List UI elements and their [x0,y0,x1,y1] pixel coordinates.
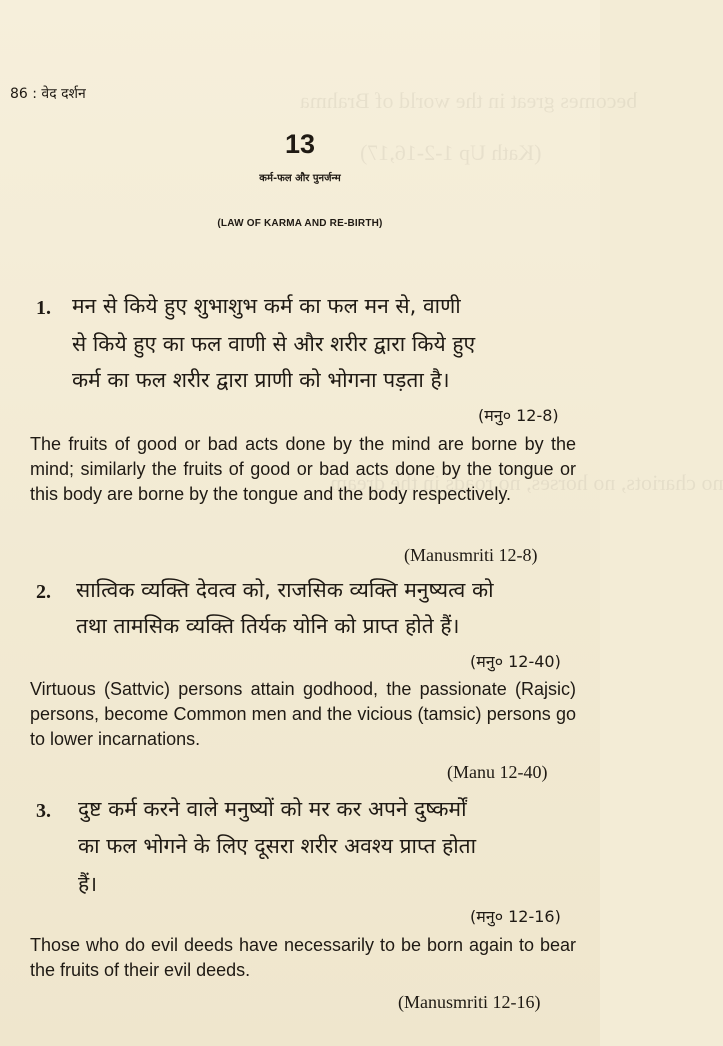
show-through-text: no chariots, no horses, no roads in the dream [330,470,723,495]
source-citation: (Manusmriti 12-16) [398,992,541,1012]
show-through-text: becomes great in the world of Brahma [300,88,638,113]
verse-number: 3. [36,800,51,822]
translation-paragraph: Virtuous (Sattvic) persons attain godhood, the passionate (Rajsic) persons, become Common men and the vicious (tamsic) persons go to lower incarnations. [30,679,576,749]
verse-line: मन से किये हुए शुभाशुभ कर्म का फल मन से, वाणी [72,294,461,318]
translation-paragraph: Those who do evil deeds have necessarily to be born again to bear the fruits of their evil deeds. [30,935,576,980]
verse-number: 2. [36,581,51,603]
chapter-title-hindi: कर्म-फल और पुनर्जन्म [259,173,341,184]
verse-line: हैं। [78,872,98,896]
verse-line: दुष्ट कर्म करने वाले मनुष्यों को मर कर अपने दुष्कर्मों [78,797,467,821]
verse-line: से किये हुए का फल वाणी से और शरीर द्वारा किये हुए [72,332,476,356]
running-head: 86 : वेद दर्शन [10,86,86,102]
verse-reference: (मनु० 12-8) [478,406,559,425]
show-through-text: (Kath Up 1-2-16,17) [360,140,542,165]
chapter-title-english: (LAW OF KARMA AND RE-BIRTH) [217,218,383,229]
verse-reference: (मनु० 12-16) [470,907,561,926]
source-citation: (Manusmriti 12-8) [404,545,538,565]
chapter-number: 13 [284,129,316,159]
verse-line: का फल भोगने के लिए दूसरा शरीर अवश्य प्राप्त होता [78,834,477,858]
verse-line: कर्म का फल शरीर द्वारा प्राणी को भोगना पड़ता है। [72,368,450,392]
source-citation: (Manu 12-40) [447,762,548,782]
verse-number: 1. [36,297,51,319]
verse-line: तथा तामसिक व्यक्ति तिर्यक योनि को प्राप्त होते हैं। [76,614,460,638]
verse-line: सात्विक व्यक्ति देवत्व को, राजसिक व्यक्ति मनुष्यत्व को [76,578,494,602]
translation-paragraph: The fruits of good or bad acts done by the mind are borne by the mind; similarly the fruits of good or bad acts done by the tongue or this body are borne by the tongue and the body respectively. [30,434,576,504]
verse-reference: (मनु० 12-40) [470,652,561,671]
